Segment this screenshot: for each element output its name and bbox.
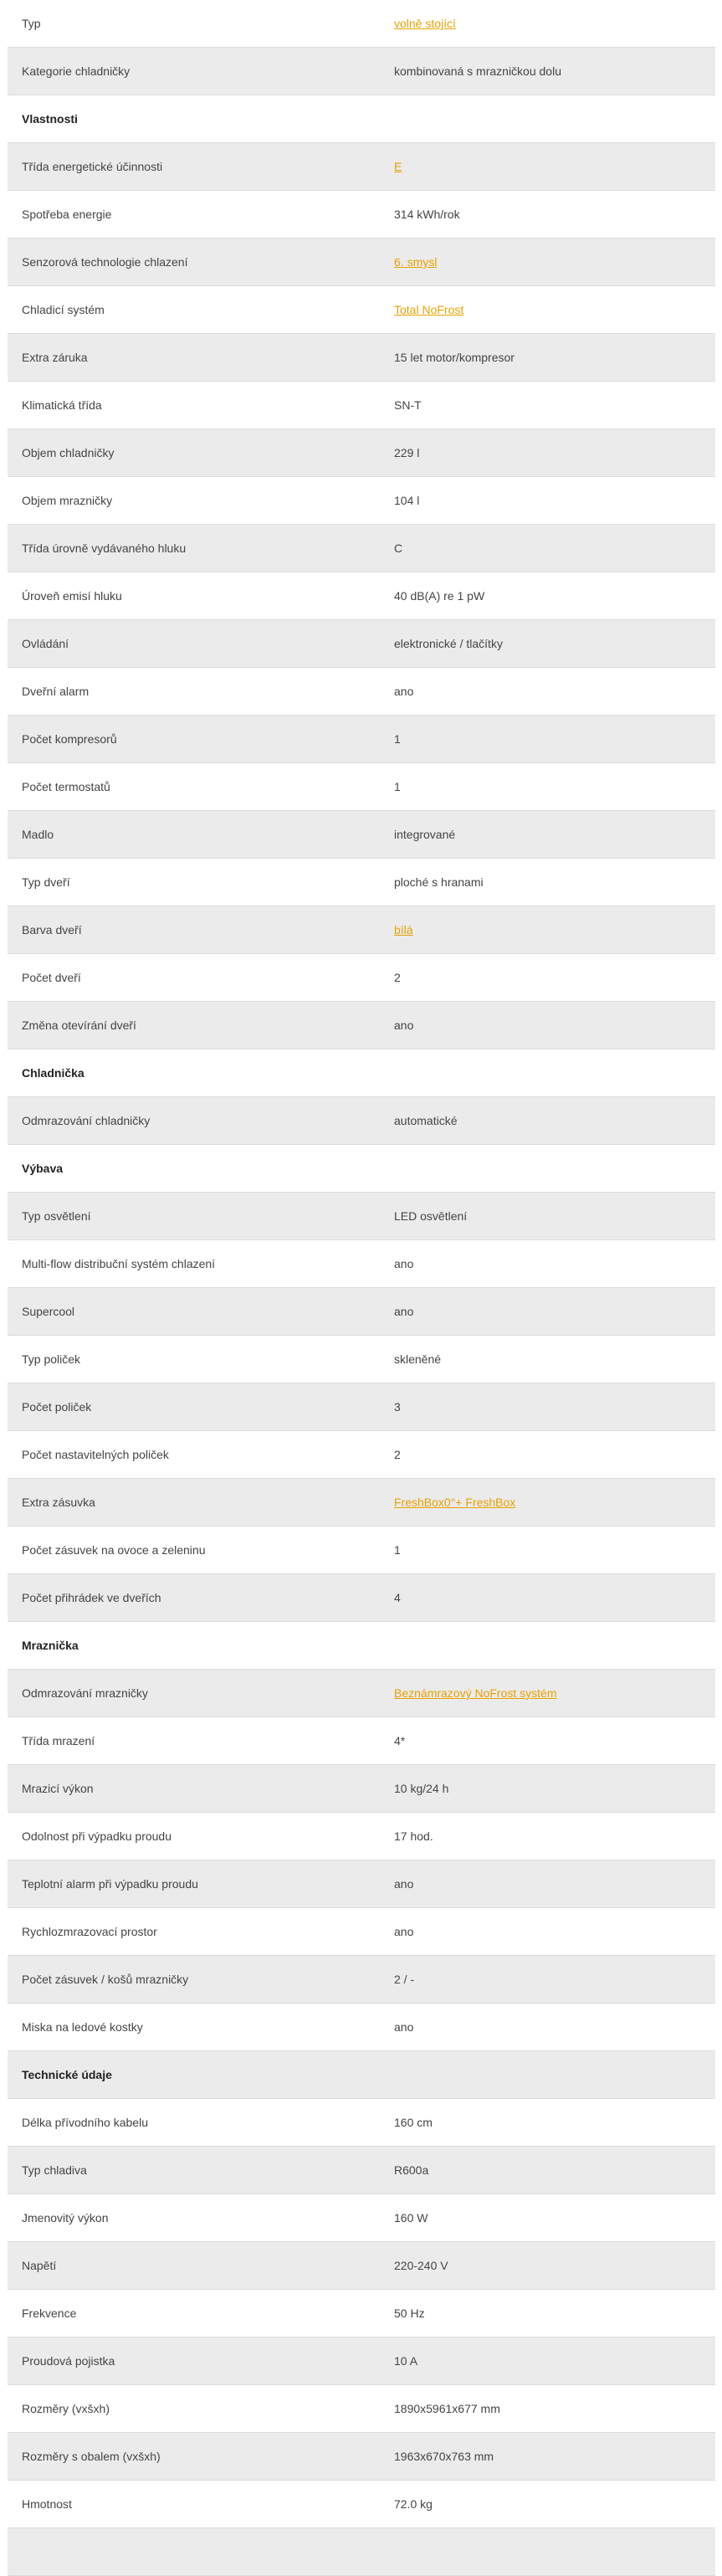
spec-value: 2 xyxy=(394,971,401,984)
spec-label: Hmotnost xyxy=(22,2497,72,2511)
spec-value-cell xyxy=(394,1829,715,1843)
spec-value: ano xyxy=(394,1877,414,1891)
spec-label: Počet poliček xyxy=(22,1400,92,1414)
spec-row xyxy=(8,2481,715,2528)
spec-label: Počet nastavitelných poliček xyxy=(22,1448,169,1461)
spec-row xyxy=(8,811,715,859)
spec-table xyxy=(8,0,715,2576)
spec-label: Odmrazování chladničky xyxy=(22,1114,151,1127)
spec-value: ano xyxy=(394,1925,414,1938)
section-header-row xyxy=(8,95,715,143)
spec-row xyxy=(8,429,715,477)
spec-value: SN-T xyxy=(394,398,422,412)
spec-row xyxy=(8,2004,715,2051)
spec-row xyxy=(8,1288,715,1336)
spec-label: Rozměry (vxšxh) xyxy=(22,2402,110,2415)
spec-label: Rozměry s obalem (vxšxh) xyxy=(22,2450,161,2463)
spec-row xyxy=(8,620,715,668)
spec-value-cell xyxy=(394,1686,715,1700)
spec-row xyxy=(8,477,715,525)
spec-label: Typ dveří xyxy=(22,875,70,889)
spec-row xyxy=(8,1574,715,1622)
spec-row xyxy=(8,2385,715,2433)
spec-row xyxy=(8,1097,715,1145)
spec-label: Proudová pojistka xyxy=(22,2354,115,2368)
spec-value-cell xyxy=(394,780,715,793)
spec-label: Rychlozmrazovací prostor xyxy=(22,1925,157,1938)
spec-value: C xyxy=(394,541,403,555)
spec-value: 15 let motor/kompresor xyxy=(394,351,515,364)
spec-row xyxy=(8,239,715,286)
spec-label: Změna otevírání dveří xyxy=(22,1019,136,1032)
spec-value: ano xyxy=(394,2020,414,2034)
spec-value: kombinovaná s mrazničkou dolu xyxy=(394,64,561,78)
spec-label: Mrazicí výkon xyxy=(22,1782,94,1795)
spec-value: 40 dB(A) re 1 pW xyxy=(394,589,485,603)
spec-row xyxy=(8,1908,715,1956)
spec-value: 17 hod. xyxy=(394,1829,433,1843)
spec-row xyxy=(8,1431,715,1479)
section-title: Vlastnosti xyxy=(22,112,78,126)
spec-row xyxy=(8,2433,715,2481)
spec-value: 1 xyxy=(394,780,401,793)
spec-label: Barva dveří xyxy=(22,923,82,936)
spec-row xyxy=(8,2099,715,2147)
spec-value-cell xyxy=(394,1782,715,1795)
spec-label: Objem chladničky xyxy=(22,446,115,459)
spec-value: LED osvětlení xyxy=(394,1209,468,1223)
spec-value-link[interactable]: volně stojící xyxy=(394,17,456,30)
spec-value: 10 kg/24 h xyxy=(394,1782,449,1795)
spec-row xyxy=(8,286,715,334)
spec-value-cell xyxy=(394,1114,715,1127)
spec-value: 4* xyxy=(394,1734,406,1747)
spec-label: Extra záruka xyxy=(22,351,88,364)
spec-value: elektronické / tlačítky xyxy=(394,637,503,650)
spec-row xyxy=(8,525,715,572)
spec-value: 72.0 kg xyxy=(394,2497,433,2511)
spec-label: Třída energetické účinnosti xyxy=(22,160,163,173)
spec-row xyxy=(8,1765,715,1813)
spec-value-link[interactable]: bílá xyxy=(394,923,413,936)
spec-value: 3 xyxy=(394,1400,401,1414)
spec-value-cell xyxy=(394,64,715,78)
spec-row xyxy=(8,2194,715,2242)
spec-value-cell xyxy=(394,637,715,650)
spec-label: Úroveň emisí hluku xyxy=(22,589,122,603)
spec-value: ano xyxy=(394,1257,414,1270)
spec-value: skleněné xyxy=(394,1352,442,1366)
spec-row xyxy=(8,1383,715,1431)
spec-value-link[interactable]: Total NoFrost xyxy=(394,303,464,316)
spec-label: Třída úrovně vydávaného hluku xyxy=(22,541,187,555)
spec-row xyxy=(8,48,715,95)
spec-row xyxy=(8,1813,715,1860)
spec-label: Madlo xyxy=(22,828,54,841)
spec-value-cell xyxy=(394,1496,715,1509)
spec-value: automatické xyxy=(394,1114,458,1127)
spec-value-cell xyxy=(394,2116,715,2129)
spec-value-cell xyxy=(394,2497,715,2511)
spec-value-cell xyxy=(394,589,715,603)
spec-row xyxy=(8,143,715,191)
spec-value-cell xyxy=(394,446,715,459)
spec-label: Délka přívodního kabelu xyxy=(22,2116,148,2129)
spec-row xyxy=(8,1479,715,1527)
spec-value: 160 cm xyxy=(394,2116,433,2129)
spec-value: R600a xyxy=(394,2163,429,2177)
spec-label: Typ xyxy=(22,17,41,30)
spec-value-cell xyxy=(394,828,715,841)
spec-row xyxy=(8,1860,715,1908)
spec-value-cell xyxy=(394,303,715,316)
spec-value-cell xyxy=(394,2354,715,2368)
spec-label: Počet zásuvek na ovoce a zeleninu xyxy=(22,1543,206,1557)
spec-label: Frekvence xyxy=(22,2307,77,2320)
spec-value-cell xyxy=(394,1448,715,1461)
spec-label: Třída mrazení xyxy=(22,1734,95,1747)
spec-value-cell xyxy=(394,1400,715,1414)
spec-value: ano xyxy=(394,1019,414,1032)
spec-row xyxy=(8,1670,715,1717)
spec-label: Spotřeba energie xyxy=(22,208,112,221)
spec-row xyxy=(8,334,715,382)
spec-value-cell xyxy=(394,1734,715,1747)
spec-value: 1 xyxy=(394,1543,401,1557)
spec-value-cell xyxy=(394,1352,715,1366)
spec-label: Supercool xyxy=(22,1305,75,1318)
spec-label: Počet zásuvek / košů mrazničky xyxy=(22,1973,189,1986)
spec-value: 2 xyxy=(394,1448,401,1461)
spec-value-cell xyxy=(394,17,715,30)
section-header-row xyxy=(8,2051,715,2099)
spec-row xyxy=(8,0,715,48)
spec-value: 4 xyxy=(394,1591,401,1604)
spec-value: 1963x670x763 mm xyxy=(394,2450,494,2463)
spec-value-link[interactable]: E xyxy=(394,160,402,173)
spec-row xyxy=(8,1193,715,1240)
spec-row xyxy=(8,1956,715,2004)
spec-value-cell xyxy=(394,732,715,746)
spec-label: Počet termostatů xyxy=(22,780,110,793)
spec-label: Miska na ledové kostky xyxy=(22,2020,143,2034)
spec-value: integrované xyxy=(394,828,456,841)
spec-value-cell xyxy=(394,208,715,221)
spec-value: 160 W xyxy=(394,2211,428,2224)
spec-label: Typ osvětlení xyxy=(22,1209,91,1223)
spec-label: Multi-flow distribuční systém chlazení xyxy=(22,1257,216,1270)
spec-row xyxy=(8,1527,715,1574)
spec-row xyxy=(8,906,715,954)
spec-label: Klimatická třída xyxy=(22,398,102,412)
spec-row xyxy=(8,2528,715,2576)
spec-value-cell xyxy=(394,1257,715,1270)
spec-row xyxy=(8,2242,715,2290)
spec-value: ploché s hranami xyxy=(394,875,484,889)
spec-label: Kategorie chladničky xyxy=(22,64,131,78)
spec-value: 220-240 V xyxy=(394,2259,448,2272)
spec-label: Odolnost při výpadku proudu xyxy=(22,1829,172,1843)
section-header-row xyxy=(8,1622,715,1670)
section-header-row xyxy=(8,1145,715,1193)
spec-row xyxy=(8,668,715,716)
section-title: Chladnička xyxy=(22,1066,84,1080)
spec-value-cell xyxy=(394,255,715,269)
spec-row xyxy=(8,2290,715,2337)
spec-row xyxy=(8,191,715,239)
spec-value: ano xyxy=(394,1305,414,1318)
spec-value-cell xyxy=(394,923,715,936)
spec-row xyxy=(8,1240,715,1288)
spec-label: Extra zásuvka xyxy=(22,1496,95,1509)
spec-value-link[interactable]: FreshBox0°+ FreshBox xyxy=(394,1496,516,1509)
spec-value-cell xyxy=(394,2163,715,2177)
spec-value-cell xyxy=(394,2020,715,2034)
spec-row xyxy=(8,572,715,620)
spec-value: 104 l xyxy=(394,494,420,507)
spec-value-cell xyxy=(394,875,715,889)
spec-label: Typ chladiva xyxy=(22,2163,87,2177)
section-title: Mraznička xyxy=(22,1639,79,1652)
spec-value: 1 xyxy=(394,732,401,746)
spec-row xyxy=(8,1002,715,1049)
section-title: Výbava xyxy=(22,1162,64,1175)
spec-row xyxy=(8,2147,715,2194)
spec-row xyxy=(8,716,715,763)
spec-row xyxy=(8,1717,715,1765)
spec-row xyxy=(8,859,715,906)
spec-value-link[interactable]: Beznámrazový NoFrost systém xyxy=(394,1686,557,1700)
spec-row xyxy=(8,1336,715,1383)
spec-value: 229 l xyxy=(394,446,420,459)
spec-label: Objem mrazničky xyxy=(22,494,113,507)
spec-value-cell xyxy=(394,1543,715,1557)
spec-row xyxy=(8,2337,715,2385)
spec-row xyxy=(8,382,715,429)
spec-label: Typ poliček xyxy=(22,1352,81,1366)
spec-value-cell xyxy=(394,494,715,507)
spec-value-cell xyxy=(394,1877,715,1891)
spec-value: 1890x5961x677 mm xyxy=(394,2402,500,2415)
spec-label: Teplotní alarm při výpadku proudu xyxy=(22,1877,198,1891)
spec-value-cell xyxy=(394,1591,715,1604)
spec-value-cell xyxy=(394,2450,715,2463)
spec-value: 50 Hz xyxy=(394,2307,425,2320)
spec-value-link[interactable]: 6. smysl xyxy=(394,255,438,269)
spec-value-cell xyxy=(394,398,715,412)
spec-value: 10 A xyxy=(394,2354,418,2368)
spec-value-cell xyxy=(394,1925,715,1938)
spec-label: Odmrazování mrazničky xyxy=(22,1686,148,1700)
spec-value: 2 / - xyxy=(394,1973,415,1986)
spec-value-cell xyxy=(394,1019,715,1032)
spec-label: Počet kompresorů xyxy=(22,732,117,746)
spec-label: Chladicí systém xyxy=(22,303,105,316)
spec-value-cell xyxy=(394,1305,715,1318)
section-title: Technické údaje xyxy=(22,2068,112,2081)
spec-value-cell xyxy=(394,1209,715,1223)
spec-value-cell xyxy=(394,971,715,984)
spec-value-cell xyxy=(394,160,715,173)
spec-value: 314 kWh/rok xyxy=(394,208,460,221)
spec-value-cell xyxy=(394,685,715,698)
spec-label: Senzorová technologie chlazení xyxy=(22,255,188,269)
spec-label: Jmenovitý výkon xyxy=(22,2211,109,2224)
spec-value-cell xyxy=(394,351,715,364)
spec-label: Počet dveří xyxy=(22,971,81,984)
spec-label: Dveřní alarm xyxy=(22,685,90,698)
spec-value-cell xyxy=(394,2259,715,2272)
spec-value-cell xyxy=(394,2402,715,2415)
spec-value-cell xyxy=(394,2211,715,2224)
spec-value: ano xyxy=(394,685,414,698)
spec-row xyxy=(8,954,715,1002)
spec-row xyxy=(8,763,715,811)
section-header-row xyxy=(8,1049,715,1097)
spec-label: Počet přihrádek ve dveřích xyxy=(22,1591,161,1604)
spec-value-cell xyxy=(394,1973,715,1986)
spec-value-cell xyxy=(394,541,715,555)
spec-label: Napětí xyxy=(22,2259,57,2272)
spec-value-cell xyxy=(394,2307,715,2320)
spec-label: Ovládání xyxy=(22,637,69,650)
